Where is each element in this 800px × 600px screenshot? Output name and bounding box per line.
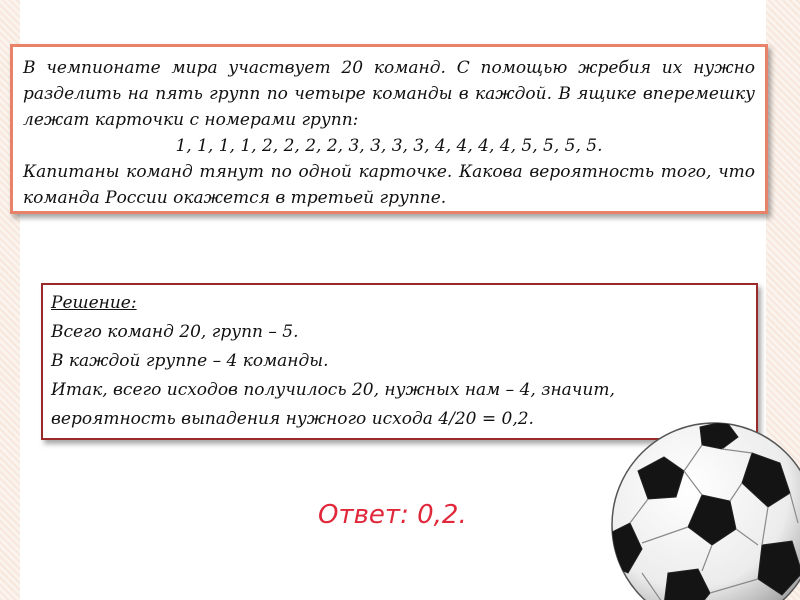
solution-line: В каждой группе – 4 команды. [51, 351, 329, 371]
solution-line: вероятность выпадения нужного исхода 4/20 = 0,2. [51, 409, 534, 429]
solution-line: Итак, всего исходов получилось 20, нужных нам – 4, значит, [51, 380, 615, 400]
soccer-ball-icon [602, 413, 800, 600]
answer-text: Ответ: 0,2. [318, 500, 467, 530]
problem-box [10, 44, 768, 214]
problem-text: В чемпионате мира участвует 20 команд. С помощью жребия их нужно разделить на пять групп по четыре команды в каждой. В ящике вперемешку лежат карточки с номерами групп: [23, 58, 755, 130]
problem-question: Капитаны команд тянут по одной карточке. Какова вероятность того, что команда России окажется в третьей группе. [23, 162, 755, 208]
solution-heading: Решение: [51, 293, 137, 313]
solution-line: Всего команд 20, групп – 5. [51, 322, 299, 342]
problem-cards: 1, 1, 1, 1, 2, 2, 2, 2, 3, 3, 3, 3, 4, 4, 4, 4, 5, 5, 5, 5. [175, 136, 603, 156]
